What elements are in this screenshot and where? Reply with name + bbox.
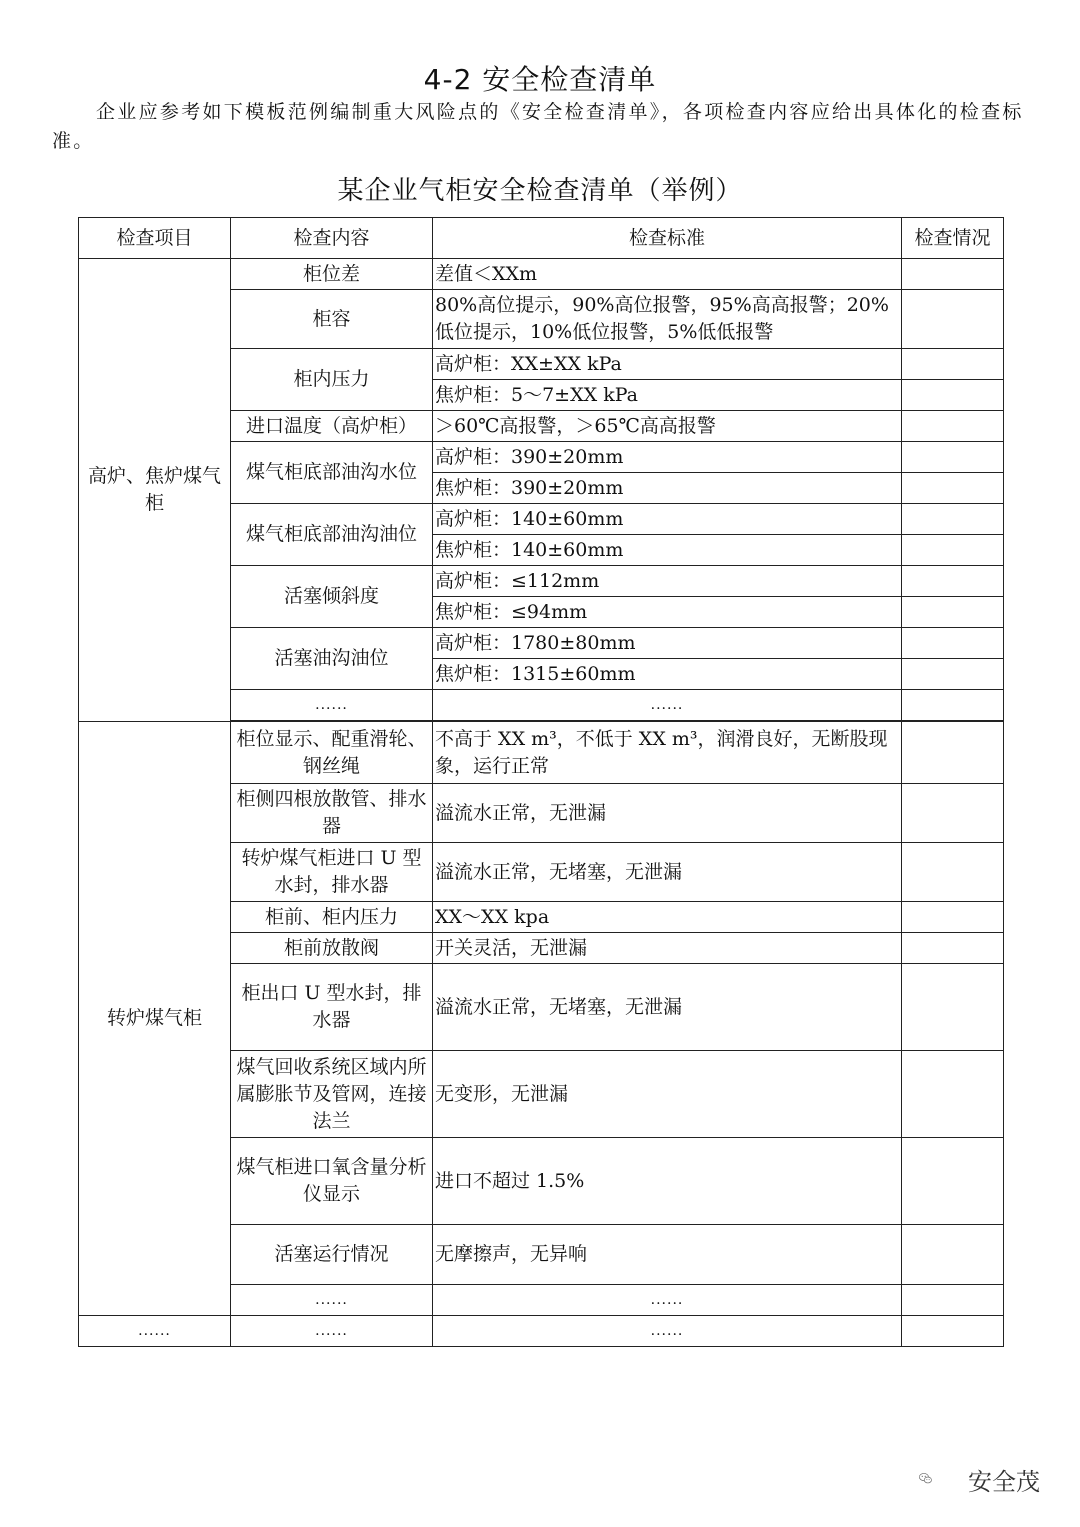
check-status-cell[interactable] <box>902 1138 1004 1225</box>
check-standard: 溢流水正常，无泄漏 <box>433 784 902 843</box>
check-status-cell[interactable] <box>902 380 1004 411</box>
check-status-cell[interactable] <box>902 1285 1004 1316</box>
check-content: 活塞倾斜度 <box>231 566 433 628</box>
check-status-cell[interactable] <box>902 259 1004 290</box>
check-standard: 焦炉柜：5～7±XX kPa <box>433 380 902 411</box>
check-standard: 80%高位提示，90%高位报警，95%高高报警；20%低位提示，10%低位报警，5%低低报警 <box>433 290 902 349</box>
check-content: ...... <box>231 1316 433 1347</box>
header-item: 检查项目 <box>79 218 231 259</box>
check-status-cell[interactable] <box>902 690 1004 721</box>
check-standard: 溢流水正常，无堵塞，无泄漏 <box>433 964 902 1051</box>
check-content: ...... <box>231 1285 433 1316</box>
check-status-cell[interactable] <box>902 349 1004 380</box>
header-row <box>79 218 1004 259</box>
group1-item: 高炉、焦炉煤气柜 <box>79 259 231 722</box>
check-standard: 高炉柜：≤112mm <box>433 566 902 597</box>
check-standard: 高炉柜：390±20mm <box>433 442 902 473</box>
check-status-cell[interactable] <box>902 659 1004 690</box>
check-standard: ...... <box>433 690 902 721</box>
table-row <box>79 1316 1004 1347</box>
check-standard: 高炉柜：140±60mm <box>433 504 902 535</box>
check-status-cell[interactable] <box>902 722 1004 784</box>
check-status-cell[interactable] <box>902 964 1004 1051</box>
check-content: 煤气柜底部油沟油位 <box>231 504 433 566</box>
wechat-icon <box>918 1458 964 1498</box>
check-standard: 不高于 XX m³，不低于 XX m³，润滑良好，无断股现象，运行正常 <box>433 722 902 784</box>
check-standard: 差值＜XXm <box>433 259 902 290</box>
check-status-cell[interactable] <box>902 290 1004 349</box>
section-title: 4-2 安全检查清单 <box>423 63 657 96</box>
check-content: 活塞运行情况 <box>231 1225 433 1285</box>
check-standard: ...... <box>433 1316 902 1347</box>
check-content: 柜侧四根放散管、排水器 <box>231 784 433 843</box>
check-standard: 开关灵活，无泄漏 <box>433 933 902 964</box>
check-standard: 焦炉柜：390±20mm <box>433 473 902 504</box>
check-status-cell[interactable] <box>902 597 1004 628</box>
check-status-cell[interactable] <box>902 1051 1004 1138</box>
check-content: 煤气回收系统区域内所属膨胀节及管网，连接法兰 <box>231 1051 433 1138</box>
check-status-cell[interactable] <box>902 1316 1004 1347</box>
group2-item: 转炉煤气柜 <box>79 722 231 1316</box>
check-content: 柜前、柜内压力 <box>231 902 433 933</box>
check-standard: 焦炉柜：140±60mm <box>433 535 902 566</box>
check-content: 柜容 <box>231 290 433 349</box>
check-status-cell[interactable] <box>902 843 1004 902</box>
header-content: 检查内容 <box>231 218 433 259</box>
check-status-cell[interactable] <box>902 902 1004 933</box>
check-content: 转炉煤气柜进口 U 型水封，排水器 <box>231 843 433 902</box>
check-status-cell[interactable] <box>902 504 1004 535</box>
header-status: 检查情况 <box>902 218 1004 259</box>
check-standard: ＞60℃高报警，＞65℃高高报警 <box>433 411 902 442</box>
check-standard: ...... <box>433 1285 902 1316</box>
check-content: 活塞油沟油位 <box>231 628 433 690</box>
watermark-text: 安全茂 <box>968 1468 1040 1496</box>
table-row <box>79 259 1004 290</box>
check-status-cell[interactable] <box>902 1225 1004 1285</box>
check-standard: 无摩擦声，无异响 <box>433 1225 902 1285</box>
check-content: 进口温度（高炉柜） <box>231 411 433 442</box>
checklist-table <box>78 217 1004 1347</box>
check-content: 柜出口 U 型水封，排水器 <box>231 964 433 1051</box>
check-standard: 焦炉柜：1315±60mm <box>433 659 902 690</box>
check-status-cell[interactable] <box>902 628 1004 659</box>
check-standard: 高炉柜：XX±XX kPa <box>433 349 902 380</box>
check-status-cell[interactable] <box>902 411 1004 442</box>
check-status-cell[interactable] <box>902 535 1004 566</box>
check-standard: 焦炉柜：≤94mm <box>433 597 902 628</box>
check-status-cell[interactable] <box>902 933 1004 964</box>
check-content: 煤气柜底部油沟水位 <box>231 442 433 504</box>
check-content: 柜位显示、配重滑轮、钢丝绳 <box>231 722 433 784</box>
header-standard: 检查标准 <box>433 218 902 259</box>
check-status-cell[interactable] <box>902 473 1004 504</box>
check-standard: 溢流水正常，无堵塞，无泄漏 <box>433 843 902 902</box>
check-item: ...... <box>79 1316 231 1347</box>
check-standard: 无变形，无泄漏 <box>433 1051 902 1138</box>
check-content: 柜位差 <box>231 259 433 290</box>
table-title: 某企业气柜安全检查清单（举例） <box>337 176 743 206</box>
check-content: 柜内压力 <box>231 349 433 411</box>
check-standard: XX～XX kpa <box>433 902 902 933</box>
check-status-cell[interactable] <box>902 442 1004 473</box>
check-content: 煤气柜进口氧含量分析仪显示 <box>231 1138 433 1225</box>
check-content: ...... <box>231 690 433 721</box>
check-standard: 进口不超过 1.5% <box>433 1138 902 1225</box>
check-content: 柜前放散阀 <box>231 933 433 964</box>
intro-paragraph: 企业应参考如下模板范例编制重大风险点的《安全检查清单》，各项检查内容应给出具体化的检查标准。 <box>52 101 1024 152</box>
table-row <box>79 722 1004 784</box>
check-status-cell[interactable] <box>902 566 1004 597</box>
check-status-cell[interactable] <box>902 784 1004 843</box>
check-standard: 高炉柜：1780±80mm <box>433 628 902 659</box>
